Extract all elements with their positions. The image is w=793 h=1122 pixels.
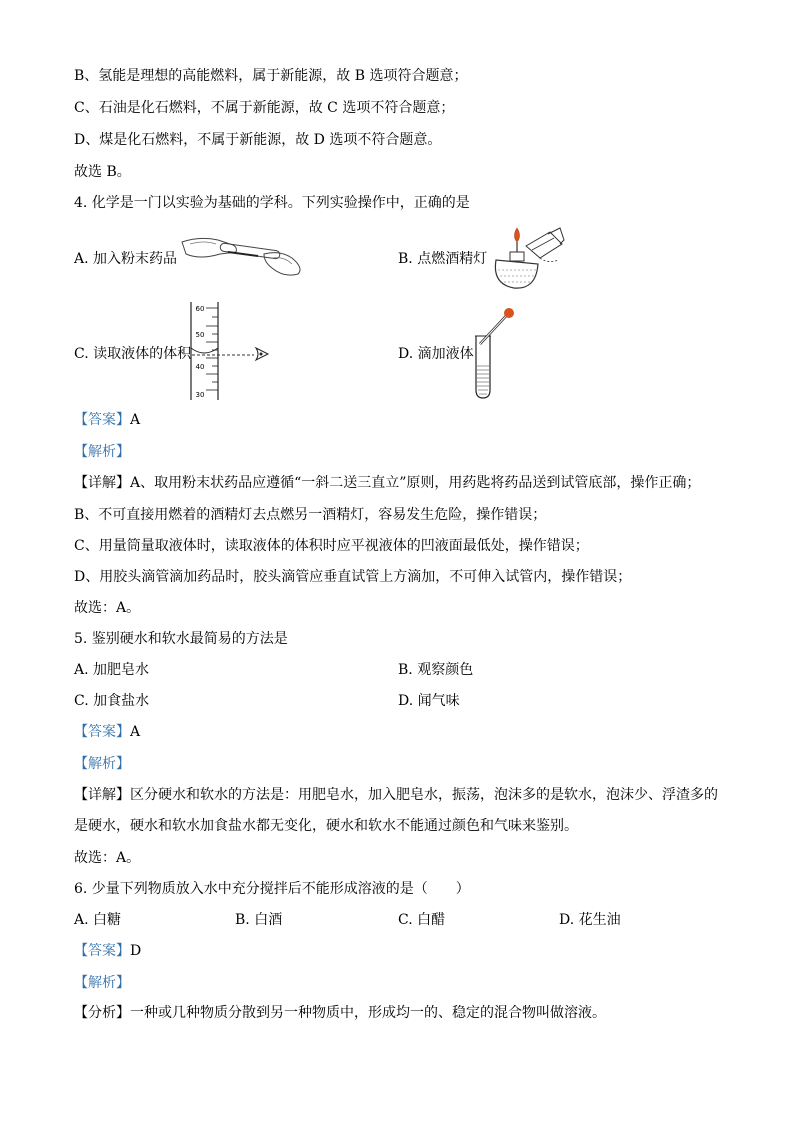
q6-answer-label: 【答案】 <box>74 943 130 959</box>
q4-detail-d: D、用胶头滴管滴加药品时，胶头滴管应垂直试管上方滴加，不可伸入试管内，操作错误； <box>74 569 632 585</box>
q6-option-d: D. 花生油 <box>559 912 621 928</box>
q4-detail-a-text: A、取用粉末状药品应遵循“一斜二送三直立”原则，用药匙将药品送到试管底部，操作正确； <box>130 475 701 491</box>
q3-option-b-explanation: B、氢能是理想的高能燃料，属于新能源，故 B 选项符合题意； <box>74 68 468 84</box>
q4-answer-value: A <box>130 412 141 428</box>
alcohol-lamp-figure <box>488 224 564 294</box>
q5-option-c: C. 加食盐水 <box>74 693 150 709</box>
q6-analysis2-label: 【分析】 <box>74 1005 130 1021</box>
q6-stem: 6. 少量下列物质放入水中充分搅拌后不能形成溶液的是（ ） <box>74 881 470 897</box>
q5-detail-2: 是硬水，硬水和软水加食盐水都无变化，硬水和软水不能通过颜色和气味来鉴别。 <box>74 818 578 834</box>
q3-option-d-explanation: D、煤是化石燃料，不属于新能源，故 D 选项不符合题意。 <box>74 132 442 148</box>
q6-option-c: C. 白醋 <box>398 912 446 928</box>
q5-stem: 5. 鉴别硬水和软水最简易的方法是 <box>74 631 288 647</box>
q6-analysis-label: 【解析】 <box>74 975 130 991</box>
cylinder-tick-60: 60 <box>195 305 205 313</box>
q6-analysis-text <box>74 1003 606 1023</box>
q5-detail-1-text: 区分硬水和软水的方法是：用肥皂水，加入肥皂水，振荡，泡沫多的是软水，泡沫少、浮渣多的 <box>130 787 718 803</box>
q6-option-b: B. 白酒 <box>235 912 283 928</box>
q4-analysis-line <box>74 442 130 462</box>
q4-option-c: C. 读取液体的体积 <box>74 346 192 362</box>
q6-analysis2-text: 一种或几种物质分散到另一种物质中，形成均一的、稳定的混合物叫做溶液。 <box>130 1005 606 1021</box>
q4-answer-line <box>74 410 140 430</box>
q4-option-b: B. 点燃酒精灯 <box>398 251 488 267</box>
q6-answer-value: D <box>130 943 142 959</box>
cylinder-tick-40: 40 <box>195 363 205 371</box>
q3-option-c-explanation: C、石油是化石燃料，不属于新能源，故 C 选项不符合题意； <box>74 100 455 116</box>
graduated-cylinder-figure <box>190 300 280 402</box>
cylinder-tick-50: 50 <box>195 331 205 339</box>
dropper-test-tube-figure <box>472 304 522 400</box>
powder-adding-figure <box>180 232 305 278</box>
q5-answer-value: A <box>130 724 141 740</box>
q4-detail-c: C、用量筒量取液体时，读取液体的体积时应平视液体的凹液面最低处，操作错误； <box>74 538 589 554</box>
q5-conclusion: 故选：A。 <box>74 850 141 866</box>
q4-stem: 4. 化学是一门以实验为基础的学科。下列实验操作中，正确的是 <box>74 195 470 211</box>
q4-detail-a <box>74 473 700 493</box>
q4-option-d: D. 滴加液体 <box>398 346 474 362</box>
q5-detail-label: 【详解】 <box>74 787 130 803</box>
q4-conclusion: 故选：A。 <box>74 600 141 616</box>
q5-detail-1 <box>74 785 718 805</box>
q5-answer-label: 【答案】 <box>74 724 130 740</box>
q4-analysis-label: 【解析】 <box>74 444 130 460</box>
q6-option-a: A. 白糖 <box>74 912 122 928</box>
q4-option-a: A. 加入粉末药品 <box>74 251 178 267</box>
q5-option-d: D. 闻气味 <box>398 693 460 709</box>
q5-analysis-label: 【解析】 <box>74 756 130 772</box>
q4-detail-b: B、不可直接用燃着的酒精灯去点燃另一酒精灯，容易发生危险，操作错误； <box>74 507 547 523</box>
q4-answer-label: 【答案】 <box>74 412 130 428</box>
q6-answer-line <box>74 941 141 961</box>
q4-detail-label: 【详解】 <box>74 475 130 491</box>
q6-analysis-line <box>74 973 130 993</box>
q5-option-a: A. 加肥皂水 <box>74 662 150 678</box>
q5-analysis-line <box>74 754 130 774</box>
q3-conclusion: 故选 B。 <box>74 164 131 180</box>
q5-answer-line <box>74 722 140 742</box>
cylinder-tick-30: 30 <box>195 391 205 399</box>
q5-option-b: B. 观察颜色 <box>398 662 474 678</box>
